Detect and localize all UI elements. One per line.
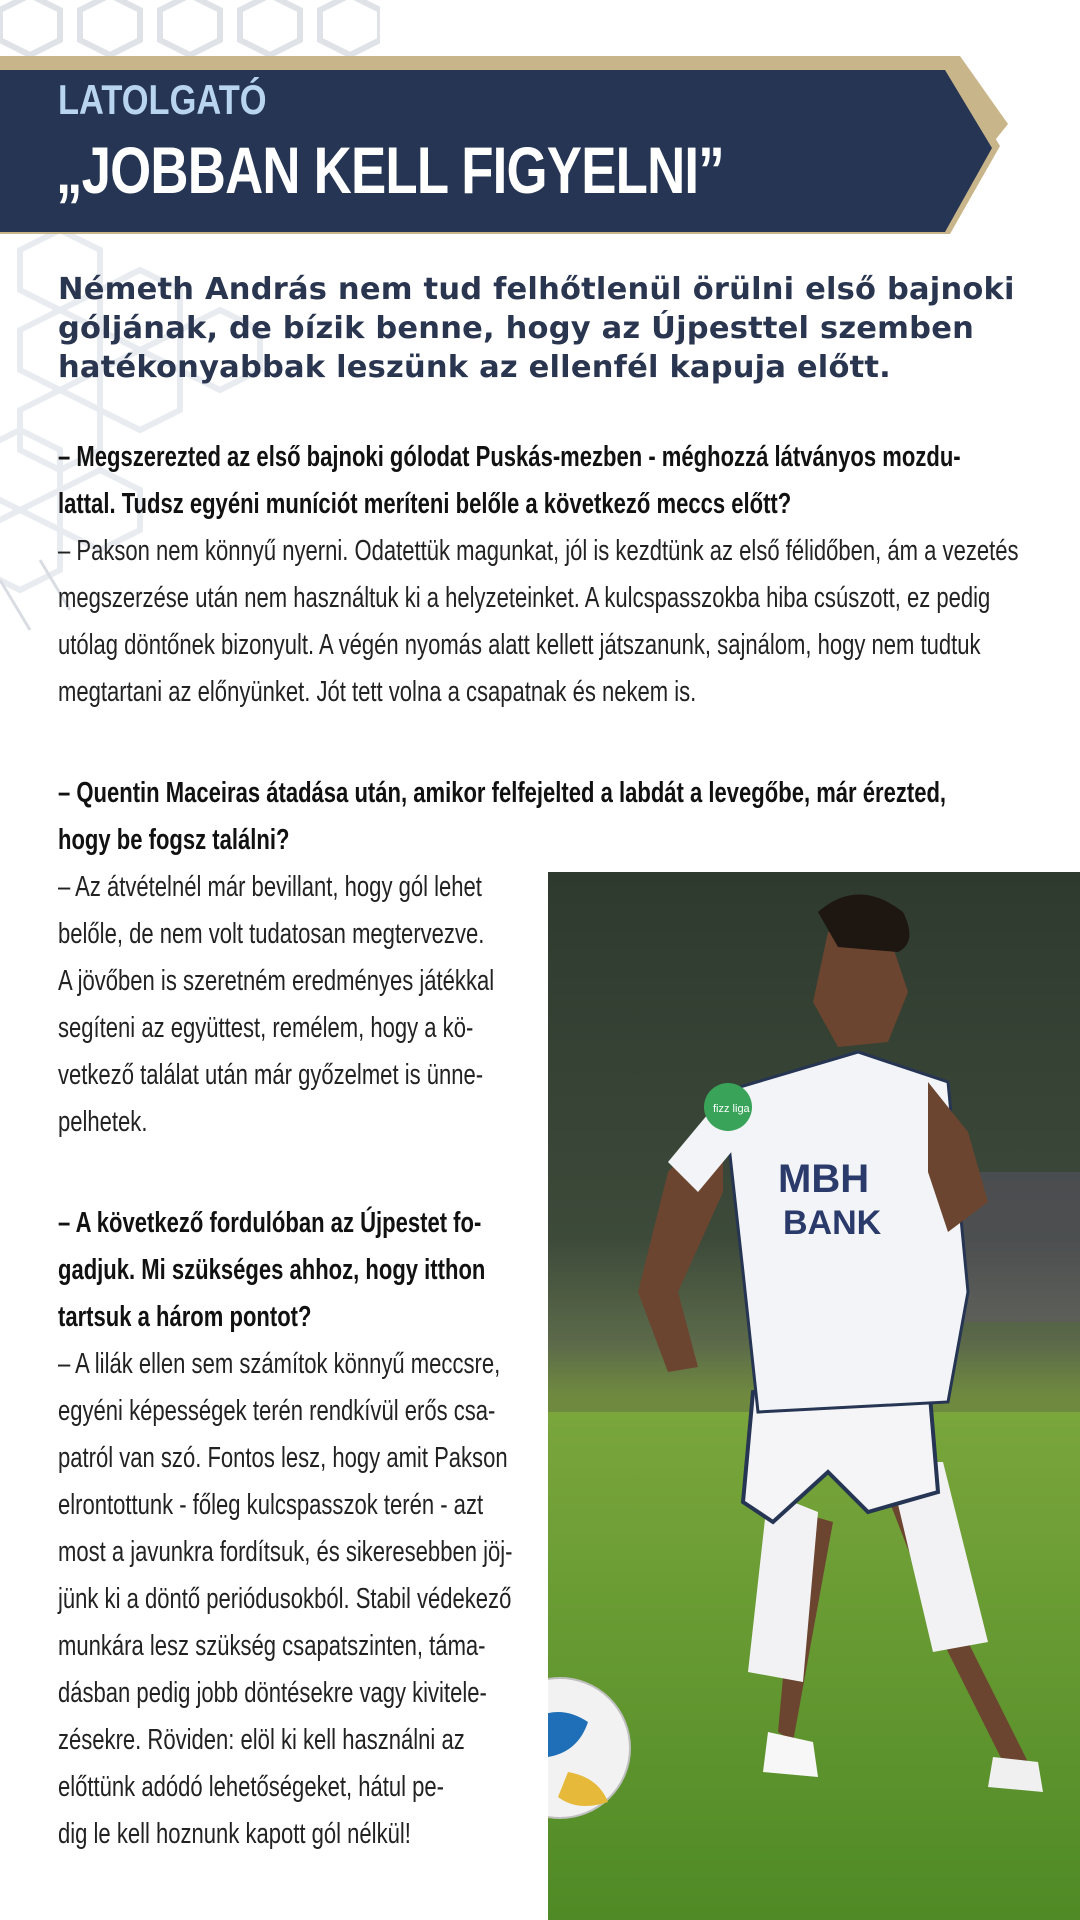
answer-line: belőle, de nem volt tudatosan megtervezve.	[58, 918, 485, 950]
answer-line: patról van szó. Fontos lesz, hogy amit Pakson	[58, 1442, 508, 1474]
answer-line: segíteni az együttest, remélem, hogy a kö-	[58, 1012, 474, 1044]
question-line: gadjuk. Mi szükséges ahhoz, hogy itthon	[58, 1254, 486, 1286]
shirt-sponsor-text: MBH	[778, 1157, 870, 1201]
answer-line: A jövőben is szeretném eredményes játékkal	[58, 965, 495, 997]
interview-section-1	[58, 434, 1058, 716]
section-kicker: LATOLGATÓ	[58, 76, 267, 123]
lead-line: góljának, de bízik benne, hogy az Újpesttel szemben	[58, 311, 974, 346]
answer-line: egyéni képességek terén rendkívül erős csa-	[58, 1395, 496, 1427]
answer-line: munkára lesz szükség csapatszinten, táma-	[58, 1630, 486, 1662]
question-line: – Megszerezted az első bajnoki gólodat Puskás-mezben - méghozzá látványos mozdu-	[58, 441, 961, 473]
article-lead	[58, 270, 1015, 387]
answer-line: pelhetek.	[58, 1106, 148, 1138]
player-photo	[548, 872, 1080, 1920]
answer-line: megszerzése után nem használtuk ki a helyzeteinket. A kulcspasszokba hiba csúszott, ez pedig	[58, 582, 991, 614]
answer-line: zésekre. Röviden: elöl ki kell használni az	[58, 1724, 465, 1756]
lead-line: Németh András nem tud felhőtlenül örülni első bajnoki	[58, 272, 1015, 307]
answer-line: – Az átvételnél már bevillant, hogy gól lehet	[58, 871, 482, 903]
answer-line: – Pakson nem könnyű nyerni. Odatettük magunkat, jól is kezdtünk az első félidőben, ám a vezetés	[58, 535, 1019, 567]
answer-line: utólag döntőnek bizonyult. A végén nyomás alatt kellett játszanunk, sajnálom, hogy nem tudtuk	[58, 629, 981, 661]
answer-line: vetkező találat után már győzelmet is ünne-	[58, 1059, 484, 1091]
question-line: tartsuk a három pontot?	[58, 1301, 312, 1333]
league-badge: fizz liga	[713, 1103, 750, 1115]
shirt-sponsor-text: BANK	[783, 1204, 882, 1242]
answer-line: dig le kell hoznunk kapott gól nélkül!	[58, 1818, 411, 1850]
hexagon-pattern-top	[0, 0, 380, 60]
lead-line: hatékonyabbak leszünk az ellenfél kapuja előtt.	[58, 350, 891, 385]
answer-line: elrontottunk - főleg kulcspasszok terén - azt	[58, 1489, 484, 1521]
question-line: – Quentin Maceiras átadása után, amikor felfejelted a labdát a levegőbe, már érezted,	[58, 777, 947, 809]
question-line: lattal. Tudsz egyéni muníciót meríteni belőle a következő meccs előtt?	[58, 488, 792, 520]
article-title: „JOBBAN KELL FIGYELNI”	[56, 133, 724, 207]
answer-line: dásban pedig jobb döntésekre vagy kivitele-	[58, 1677, 487, 1709]
answer-line: előttünk adódó lehetőségeket, hátul pe-	[58, 1771, 444, 1803]
answer-line: megtartani az előnyünket. Jót tett volna a csapatnak és nekem is.	[58, 676, 697, 708]
answer-line: – A lilák ellen sem számítok könnyű meccsre,	[58, 1348, 501, 1380]
question-line: – A következő fordulóban az Újpestet fo-	[58, 1207, 482, 1239]
question-line: hogy be fogsz találni?	[58, 824, 290, 856]
answer-line: most a javunkra fordítsuk, és sikeresebben jöj-	[58, 1536, 513, 1568]
answer-line: jünk ki a döntő periódusokból. Stabil védekező	[58, 1583, 512, 1615]
